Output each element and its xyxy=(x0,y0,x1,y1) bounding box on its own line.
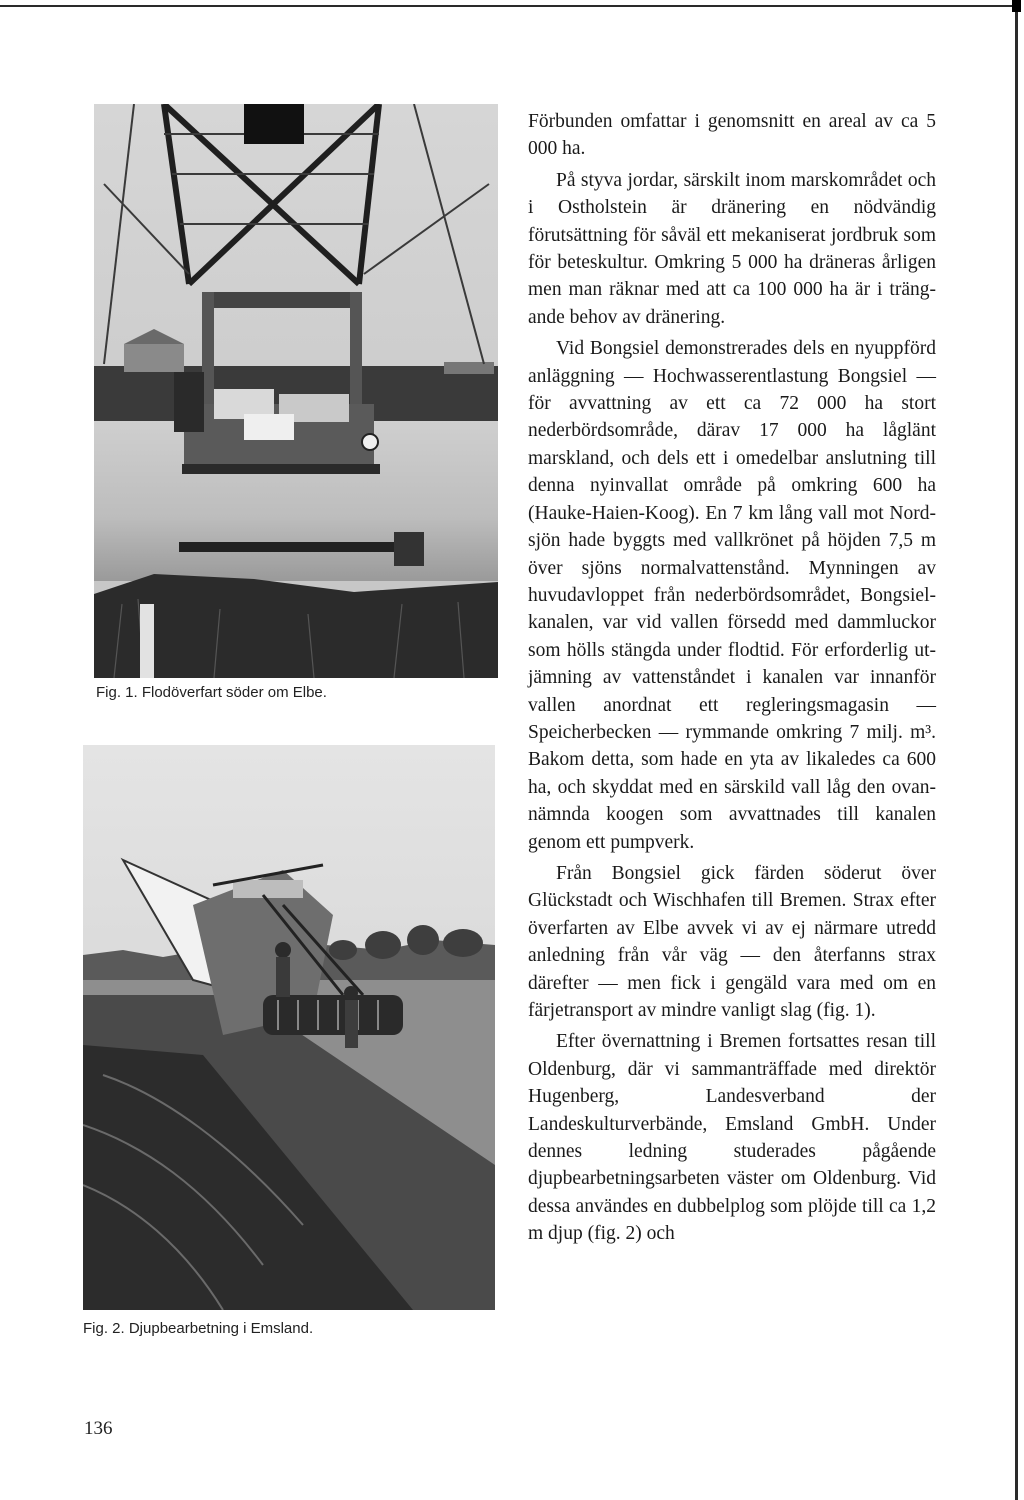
body-text-column xyxy=(528,108,936,1252)
top-border-rule xyxy=(0,5,1014,7)
plough-photo-illustration xyxy=(83,745,495,1310)
body-paragraph: Från Bongsiel gick färden söderut över Glückstadt och Wischhafen till Bremen. Strax efter överfarten av Elbe avvek vi av ej närmare utredd anledning från vår väg — den återfanns strax därefter — men fick i gengäld vara med om en färjetransport av mindre vanligt slag (fig. 1). xyxy=(528,862,936,1021)
body-paragraph: Vid Bongsiel demonstrerades dels en nyuppförd anläggning — Hochwasserentlastung Bongsiel — för avvattning av ett ca 72 000 ha stort nederbördsområde, därav 17 000 ha låglänt marskland, och dels ett i omedelbar anslutning till denna nyinvallat område på omkring 600 ha (Hauke-Haien-Koog). En 7 km lång vall mot Nordsjön hade byggts med vallkrönet på höjden 7,5 m över sjöns normalvattenstånd. Mynningen av huvudavloppet från nederbördsområdet, Bongsiel-kanalen, var vid vallen försedd med dammluckor som hölls stängda under flodtid. För erforderlig utjämning av vattenståndet i kanalen var innanför vallen anordnat ett regleringsmagasin — Speicherbecken — rymmande omkring 7 milj. m³. Bakom detta, som hade en yta av likaledes ca 600 ha, och skyddat med en särskild vall låg den ovannämnda koogen som avvattnades till kanalen genom ett pumpverk. xyxy=(528,338,936,853)
body-paragraph: Förbunden omfattar i genomsnitt en areal av ca 5 000 ha. xyxy=(528,111,936,160)
right-border-rule xyxy=(1015,0,1018,1500)
corner-scan-mark xyxy=(1012,0,1021,12)
page-number: 136 xyxy=(84,1418,113,1439)
ferry-photo-illustration xyxy=(94,104,498,678)
figure-1-caption: Fig. 1. Flodöverfart söder om Elbe. xyxy=(96,684,327,701)
figure-2-caption: Fig. 2. Djupbearbetning i Emsland. xyxy=(83,1320,314,1337)
body-paragraph: Efter övernattning i Bremen fortsattes resan till Oldenburg, där vi sammanträffade med direktör Hugenberg, Landesverband der Landeskulturverbände, Emsland GmbH. Under dennes ledning studerades pågående djupbearbetningsarbeten väster om Oldenburg. Vid dessa användes en dubbelplog som plöjde till ca 1,2 m djup (fig. 2) och xyxy=(528,1031,936,1245)
figure-1-photo xyxy=(94,104,498,678)
figure-2-photo xyxy=(83,745,495,1310)
body-paragraph: På styva jordar, särskilt inom marskområdet och i Ostholstein är dränering en nödvändig förutsättning för såväl ett mekaniserat jordbruk som för beteskultur. Omkring 5 000 ha dräneras årligen men man räknar med att ca 100 000 ha är i trängande behov av dränering. xyxy=(528,169,936,328)
